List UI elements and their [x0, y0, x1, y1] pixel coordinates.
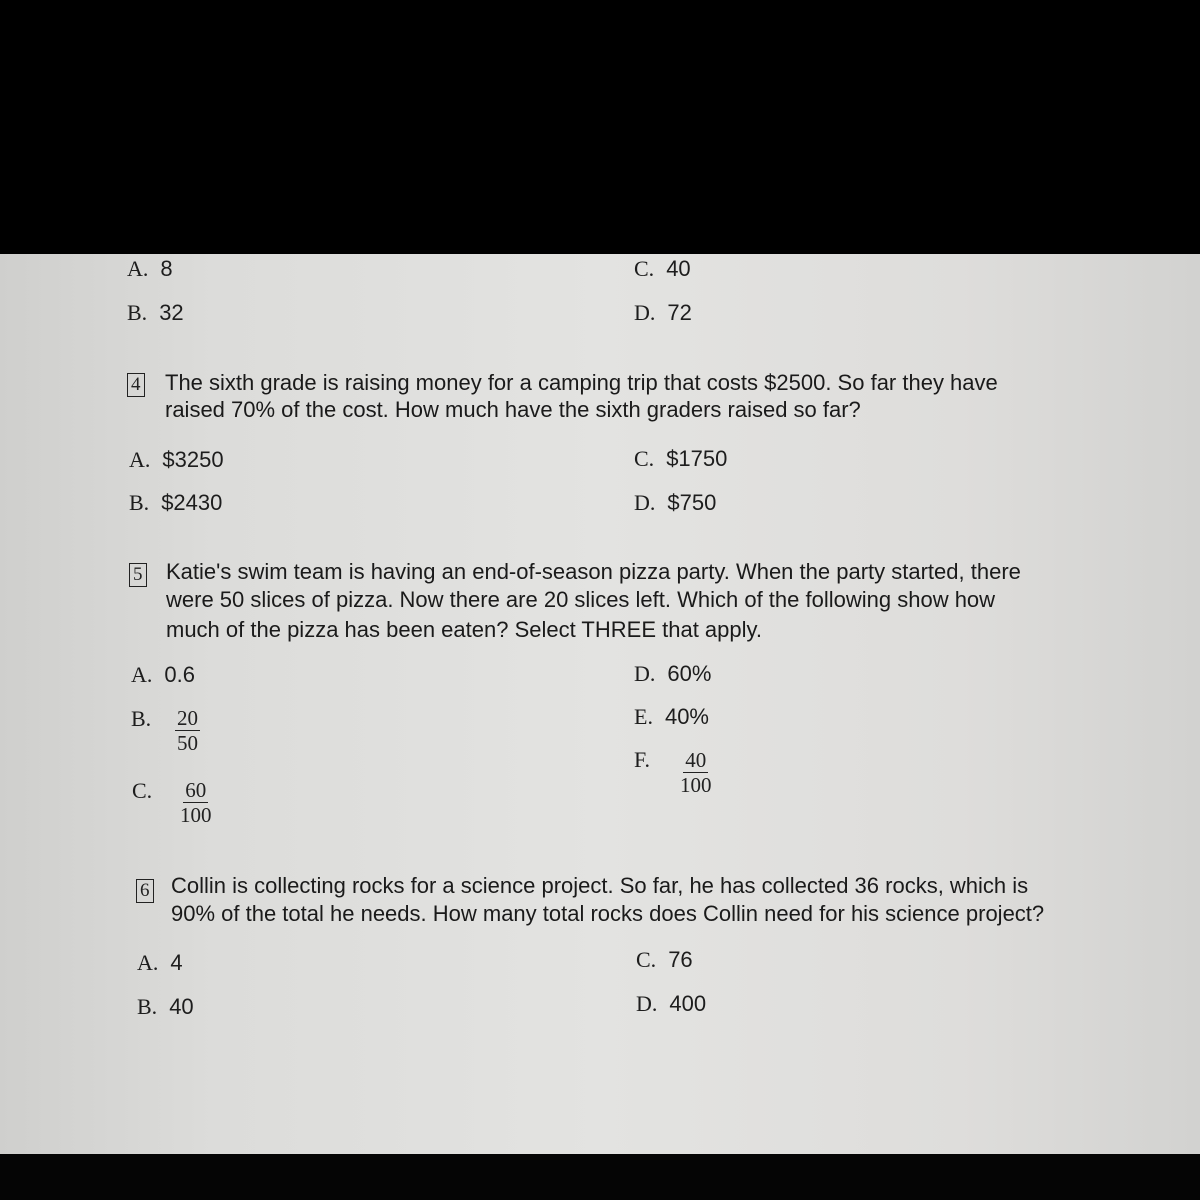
- option-value: 40%: [664, 704, 709, 729]
- option-letter: C.: [634, 256, 655, 281]
- q5-option-e[interactable]: [634, 704, 709, 730]
- q3-option-d[interactable]: [634, 300, 692, 326]
- q3-option-b[interactable]: [127, 300, 184, 326]
- q4-option-b[interactable]: [129, 490, 222, 516]
- option-value: $3250: [162, 447, 224, 472]
- q4-option-d[interactable]: [634, 490, 716, 516]
- option-value: 4: [170, 950, 183, 975]
- screen-bezel: [0, 1154, 1200, 1200]
- option-letter: B.: [131, 706, 152, 731]
- option-letter: A.: [127, 256, 149, 281]
- q3-option-a[interactable]: [127, 256, 173, 282]
- option-value: $2430: [161, 490, 223, 515]
- q4-option-a[interactable]: [129, 447, 224, 473]
- q5-option-f[interactable]: [634, 747, 662, 773]
- option-letter: E.: [634, 704, 653, 729]
- question-6-line-2: 90% of the total he needs. How many total rocks does Collin need for his science project?: [171, 901, 1045, 926]
- option-letter: D.: [634, 490, 656, 515]
- q6-option-a[interactable]: [137, 950, 183, 976]
- q5-option-b[interactable]: [131, 706, 163, 732]
- option-letter: D.: [634, 300, 656, 325]
- option-letter: B.: [129, 490, 150, 515]
- option-letter: D.: [636, 991, 658, 1016]
- question-4-line-2: raised 70% of the cost. How much have the sixth graders raised so far?: [165, 397, 861, 422]
- option-letter: C.: [132, 778, 153, 803]
- option-letter: A.: [137, 950, 159, 975]
- q5-option-b-fraction: [175, 706, 200, 755]
- q5-option-c[interactable]: [132, 778, 164, 804]
- question-6-line-1: Collin is collecting rocks for a science project. So far, he has collected 36 rocks, which is: [171, 873, 1029, 898]
- fraction-numerator: 20: [177, 706, 198, 730]
- option-letter: C.: [634, 446, 655, 471]
- q5-option-a[interactable]: [131, 662, 195, 688]
- option-value: 40: [666, 256, 691, 281]
- option-letter: C.: [636, 947, 657, 972]
- question-5-line-3: much of the pizza has been eaten? Select THREE that apply.: [166, 617, 762, 642]
- option-letter: D.: [634, 661, 656, 686]
- option-value: 8: [160, 256, 173, 281]
- option-letter: A.: [131, 662, 153, 687]
- option-value: $750: [667, 490, 717, 515]
- fraction-denominator: 100: [180, 803, 212, 827]
- option-letter: B.: [127, 300, 148, 325]
- q3-option-c[interactable]: [634, 256, 691, 282]
- fraction-denominator: 100: [680, 773, 712, 797]
- option-value: 72: [667, 300, 692, 325]
- q6-option-b[interactable]: [137, 994, 194, 1020]
- question-number-5: 5: [129, 563, 147, 587]
- option-letter: F.: [634, 747, 650, 772]
- q4-option-c[interactable]: [634, 446, 727, 472]
- question-number-4: 4: [127, 373, 145, 397]
- q6-option-c[interactable]: [636, 947, 693, 973]
- question-5-line-1: Katie's swim team is having an end-of-season pizza party. When the party started, there: [166, 559, 1021, 584]
- option-value: 60%: [667, 661, 712, 686]
- q5-option-c-fraction: [178, 778, 214, 827]
- option-letter: B.: [137, 994, 158, 1019]
- option-value: 40: [169, 994, 194, 1019]
- q5-option-f-fraction: [678, 748, 714, 797]
- option-value: $1750: [666, 446, 728, 471]
- fraction-numerator: 60: [185, 778, 207, 802]
- q5-option-d[interactable]: [634, 661, 711, 687]
- option-value: 76: [668, 947, 693, 972]
- option-value: 32: [159, 300, 184, 325]
- option-letter: A.: [129, 447, 151, 472]
- question-number-6: 6: [136, 879, 154, 903]
- option-value: 400: [669, 991, 707, 1016]
- question-4-line-1: The sixth grade is raising money for a camping trip that costs $2500. So far they have: [165, 370, 998, 395]
- q6-option-d[interactable]: [636, 991, 706, 1017]
- fraction-numerator: 40: [685, 748, 707, 772]
- option-value: 0.6: [164, 662, 195, 687]
- question-5-line-2: were 50 slices of pizza. Now there are 20 slices left. Which of the following show how: [166, 587, 996, 612]
- fraction-denominator: 50: [177, 731, 198, 755]
